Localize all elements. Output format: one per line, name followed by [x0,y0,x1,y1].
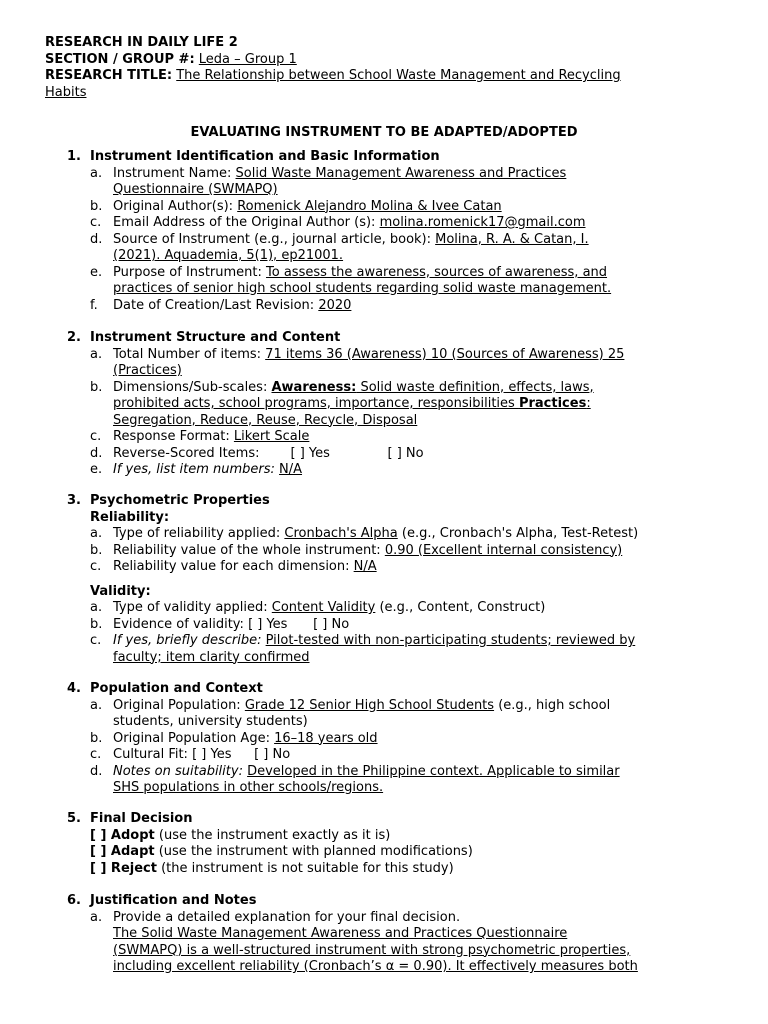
document-header [45,35,735,101]
author-email-item: c. Email Address of the Original Author (s): molina.romenick17@gmail.com [90,215,586,230]
research-title-line [45,68,735,85]
item-numbers-item: e. If yes, list item numbers: N/A [90,462,303,477]
section-heading: 5. Final Decision [67,811,193,826]
instrument-name-item: a. Instrument Name: Solid Waste Management Awareness and Practices Questionnaire (SWMAPQ) [90,165,567,197]
reverse-no-checkbox[interactable]: [ ] No [387,445,424,461]
validity-type-item: a. Type of validity applied: Content Validity (e.g., Content, Construct) [90,600,546,615]
instrument-source-item: d. Source of Instrument (e.g., journal article, book): Molina, R. A. & Catan, I. (2021). Aquademia, 5(1), ep21001. [90,231,589,263]
validity-no-checkbox[interactable]: [ ] No [313,616,350,632]
section-heading: 2. Instrument Structure and Content [67,330,341,345]
justification-item: a. Provide a detailed explanation for your final decision. The Solid Waste Management Awareness and Practices Questionnaire (SWMAPQ) is a well-structured instrument with strong psychometric properties, including excellent reliability (Cronbach’s α = 0.90). It effectively measures both [90,909,638,974]
section-2 [67,330,737,479]
population-age-item: b. Original Population Age: 16–18 years old [90,730,378,746]
cultural-fit-item: c. Cultural Fit: [ ] Yes [ ] No [90,747,291,762]
revision-date-item: f. Date of Creation/Last Revision: 2020 [90,297,352,313]
section-6 [67,893,737,976]
reverse-scored-item: d. Reverse-Scored Items: [ ] Yes [ ] No [90,445,424,461]
original-population-item: a. Original Population: Grade 12 Senior High School Students (e.g., high school students, university students) [90,697,611,729]
section-label: SECTION / GROUP #: [45,51,195,67]
cultural-fit-yes-checkbox[interactable]: [ ] Yes [192,747,232,762]
research-title-value-2: Habits [45,84,87,100]
suitability-notes-item: d. Notes on suitability: Developed in the Philippine context. Applicable to similar SHS populations in other schools/regions. [90,763,620,795]
section-heading: 1. Instrument Identification and Basic Information [67,149,440,164]
section-4 [67,681,737,797]
section-3 [67,493,737,666]
original-authors-item: b. Original Author(s): Romenick Alejandro Molina & Ivee Catan [90,198,502,214]
reliability-heading: Reliability: [90,509,170,525]
adapt-option[interactable]: [ ] Adapt (use the instrument with planned modifications) [90,844,473,859]
research-title-value: The Relationship between School Waste Management and Recycling [176,68,621,83]
validity-evidence-item: b. Evidence of validity: [ ] Yes [ ] No [90,616,350,632]
adopt-option[interactable]: [ ] Adopt (use the instrument exactly as it is) [90,827,391,843]
validity-yes-checkbox[interactable]: [ ] Yes [248,616,288,632]
section-heading: 6. Justification and Notes [67,893,257,908]
validity-description-item: c. If yes, briefly describe: Pilot-tested with non-participating students; reviewed by faculty; item clarity confirmed [90,633,636,665]
section-line [45,52,735,69]
cultural-fit-no-checkbox[interactable]: [ ] No [254,747,291,762]
document-title: EVALUATING INSTRUMENT TO BE ADAPTED/ADOPTED [190,125,578,140]
reliability-type-item: a. Type of reliability applied: Cronbach's Alpha (e.g., Cronbach's Alpha, Test-Retest) [90,526,639,541]
total-items-item: a. Total Number of items: 71 items 36 (Awareness) 10 (Sources of Awareness) 25 (Practices) [90,346,625,378]
research-title-label: RESEARCH TITLE: [45,68,173,83]
section-1 [67,149,737,314]
response-format-item: c. Response Format: Likert Scale [90,429,310,444]
course-label: RESEARCH IN DAILY LIFE 2 [45,35,238,50]
dimensions-item: b. Dimensions/Sub-scales: Awareness: Solid waste definition, effects, laws, prohibited acts, school programs, importance, responsibilities Practices: Segregation, Reduce, Reuse, Recycle, Disposal [90,379,594,428]
research-title-line-2 [45,85,735,102]
reject-option[interactable]: [ ] Reject (the instrument is not suitable for this study) [90,860,454,876]
section-5 [67,811,737,877]
validity-heading: Validity: [90,583,151,599]
section-heading: 3. Psychometric Properties [67,493,270,508]
reverse-yes-checkbox[interactable]: [ ] Yes [290,445,330,461]
section-value: Leda – Group 1 [198,51,297,67]
reliability-value-item: b. Reliability value of the whole instrument: 0.90 (Excellent internal consistency) [90,542,623,558]
instrument-purpose-item: e. Purpose of Instrument: To assess the awareness, sources of awareness, and practices of senior high school students regarding solid waste management. [90,264,612,296]
dimension-reliability-item: c. Reliability value for each dimension: N/A [90,559,377,574]
section-heading: 4. Population and Context [67,681,263,696]
